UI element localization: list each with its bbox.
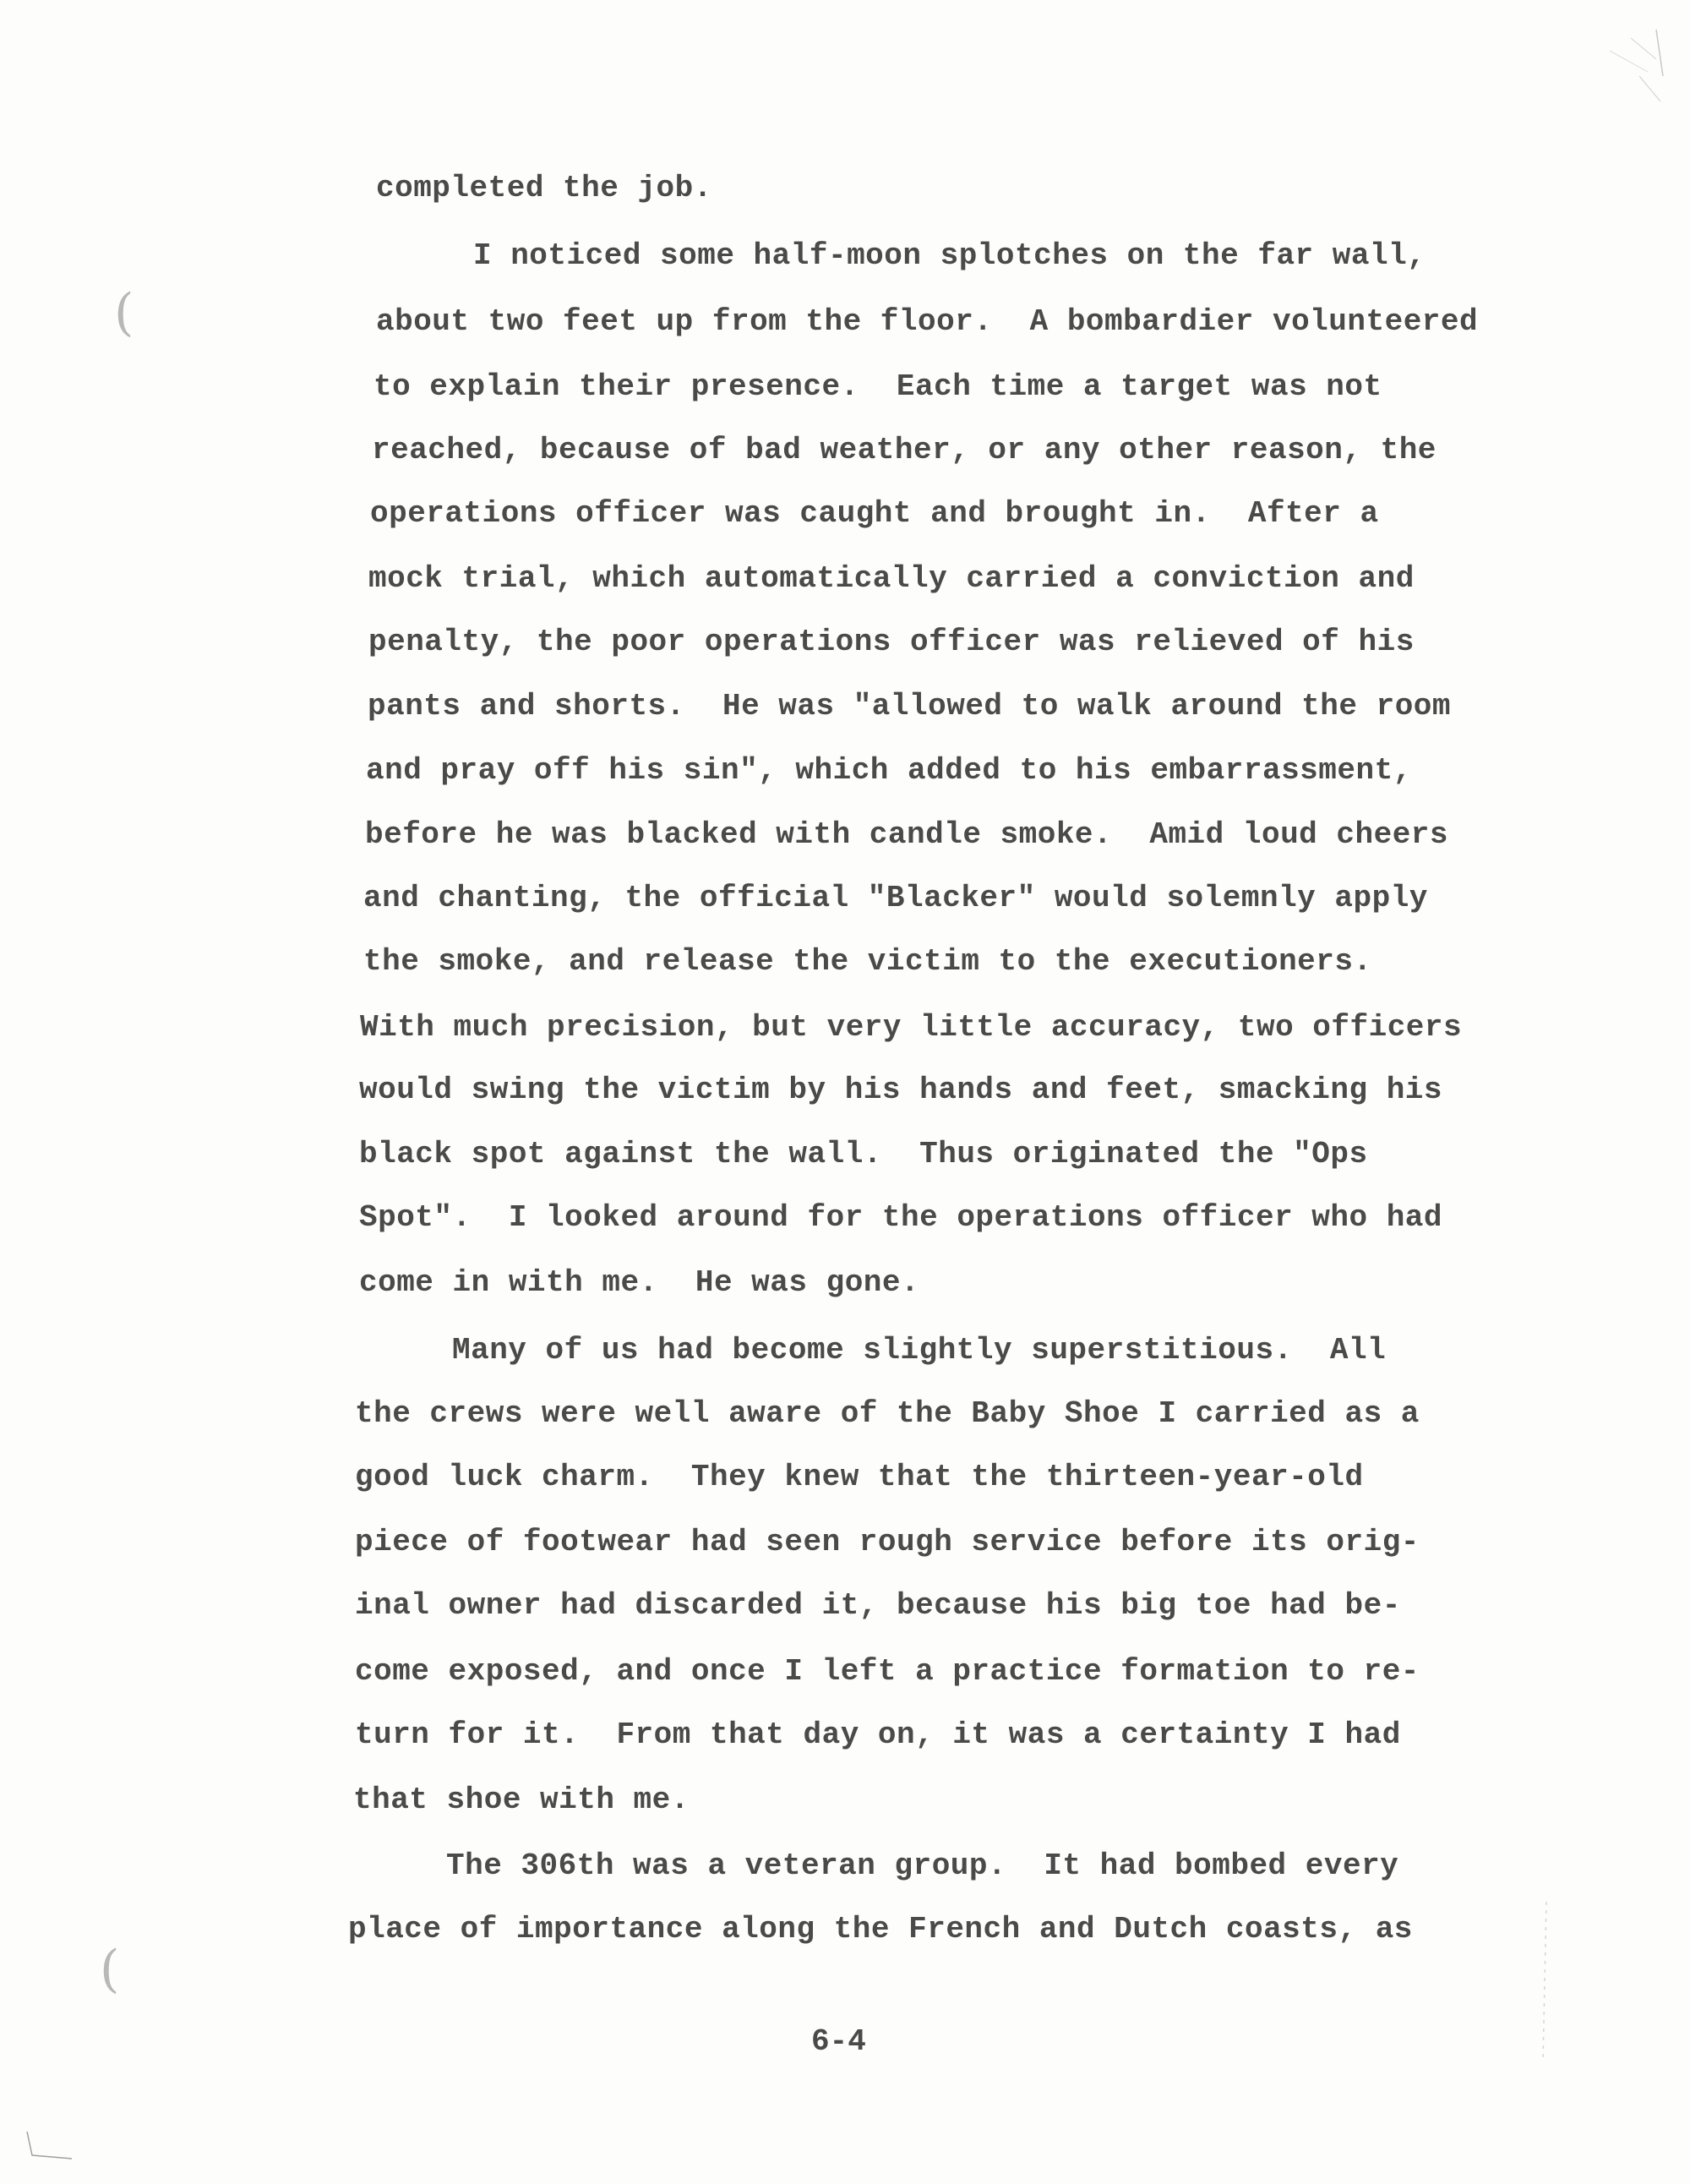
text-line: black spot against the wall. Thus originated the "Ops	[359, 1137, 1368, 1171]
text-line: Many of us had become slightly superstitious. All	[452, 1333, 1387, 1368]
text-line: pants and shorts. He was "allowed to walk around the room	[368, 689, 1452, 723]
paper-edge-specks-right	[1538, 1902, 1555, 2071]
text-line: come exposed, and once I left a practice formation to re-	[355, 1654, 1420, 1689]
paper-edge-specks	[1529, 25, 1665, 118]
text-line: to explain their presence. Each time a target was not	[373, 369, 1382, 404]
text-line: piece of footwear had seen rough service before its orig-	[355, 1525, 1420, 1559]
margin-mark: (	[100, 1940, 120, 1999]
text-line: operations officer was caught and brought in. After a	[370, 496, 1379, 531]
text-line: and pray off his sin", which added to his embarrassment,	[366, 753, 1412, 788]
margin-mark: (	[114, 283, 134, 342]
text-line: I noticed some half-moon splotches on the far wall,	[473, 238, 1426, 273]
text-line: With much precision, but very little accuracy, two officers	[360, 1010, 1463, 1045]
text-line: penalty, the poor operations officer was relieved of his	[368, 625, 1415, 659]
text-line: about two feet up from the floor. A bombardier volunteered	[376, 304, 1479, 339]
text-line: The 306th was a veteran group. It had bombed every	[446, 1848, 1399, 1883]
text-line: mock trial, which automatically carried a conviction and	[368, 561, 1415, 596]
text-line: turn for it. From that day on, it was a certainty I had	[355, 1717, 1401, 1752]
text-line: would swing the victim by his hands and feet, smacking his	[359, 1073, 1443, 1107]
text-line: and chanting, the official "Blacker" would solemnly apply	[363, 881, 1428, 915]
text-line: completed the job.	[376, 171, 712, 205]
text-line: before he was blacked with candle smoke. Amid loud cheers	[365, 817, 1449, 852]
page-number: 6-4	[811, 2024, 866, 2059]
text-line: come in with me. He was gone.	[359, 1265, 920, 1300]
text-line: place of importance along the French and Dutch coasts, as	[348, 1912, 1413, 1946]
corner-mark	[25, 2130, 76, 2164]
text-line: the smoke, and release the victim to the executioners.	[363, 944, 1372, 979]
text-line: inal owner had discarded it, because his big toe had be-	[355, 1588, 1401, 1623]
text-line: the crews were well aware of the Baby Shoe I carried as a	[355, 1396, 1420, 1431]
text-line: that shoe with me.	[353, 1783, 690, 1817]
text-line: good luck charm. They knew that the thirteen-year-old	[355, 1460, 1364, 1494]
text-line: Spot". I looked around for the operations officer who had	[359, 1200, 1443, 1235]
text-line: reached, because of bad weather, or any other reason, the	[372, 433, 1436, 467]
